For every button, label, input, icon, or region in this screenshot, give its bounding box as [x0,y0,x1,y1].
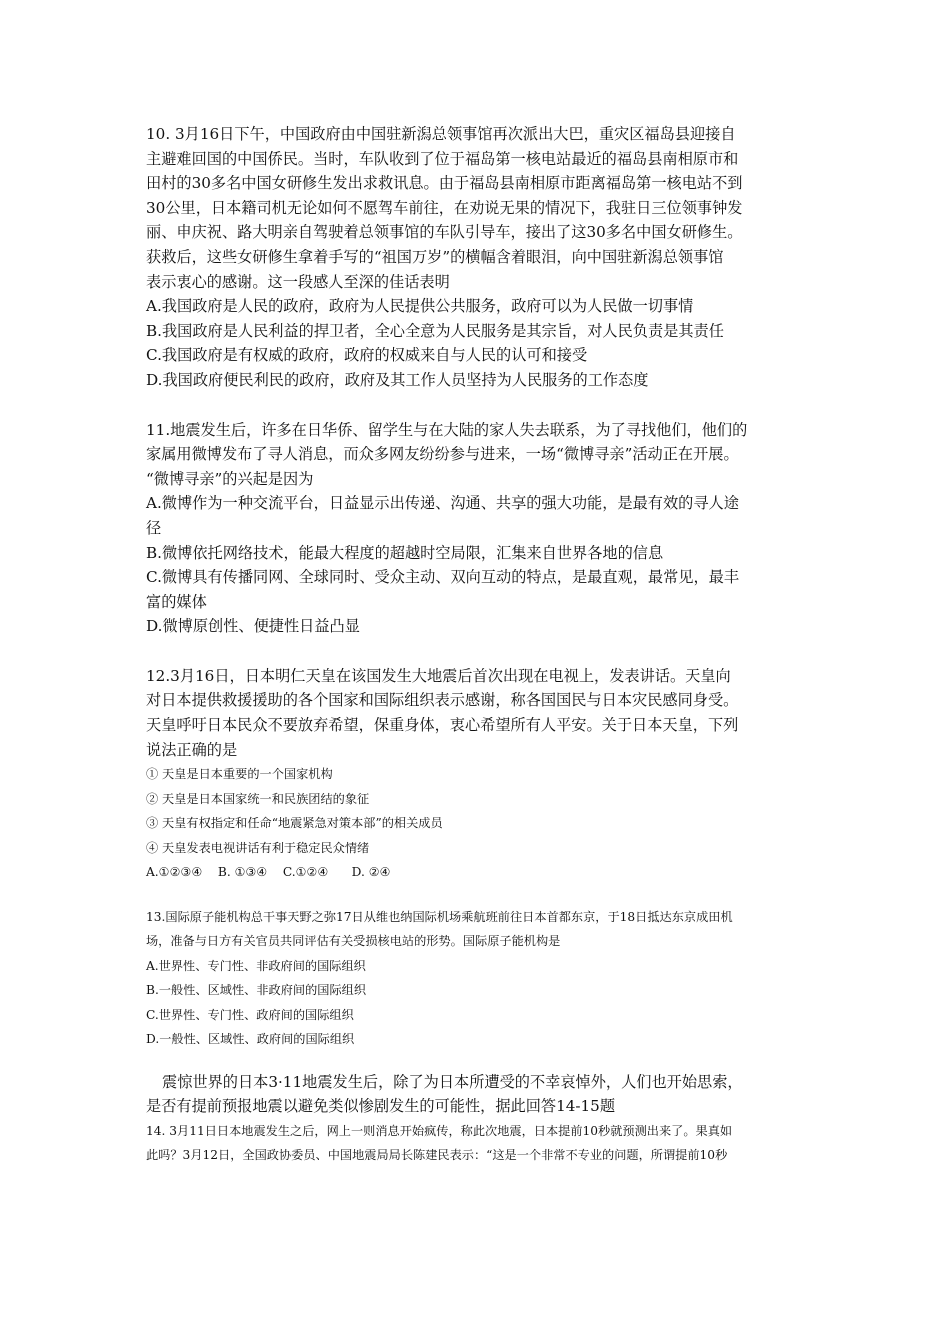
question-10-stem-line: 10. 3月16日下午，中国政府由中国驻新潟总领事馆再次派出大巴，重灾区福岛县迎接自 [146,125,736,143]
question-12-statement-2: ② 天皇是日本国家统一和民族团结的象征 [146,791,370,806]
question-10-stem-line: 获救后，这些女研修生拿着手写的“祖国万岁”的横幅含着眼泪，向中国驻新潟总领事馆 [146,247,724,266]
exam-page [146,122,806,1168]
spacer [146,393,806,418]
question-10-stem-line: 丽、申庆祝、路大明亲自驾驶着总领事馆的车队引导车，接出了这30多名中国女研修生。 [146,223,743,242]
spacer [146,885,806,905]
question-10 [146,122,806,393]
spacer [146,1052,806,1070]
question-12-statement-4: ④ 天皇发表电视讲话有利于稳定民众情绪 [146,840,370,855]
question-11-option-a: A.微博作为一种交流平台，日益显示出传递、沟通、共享的强大功能，是最有效的寻人途 [146,494,739,513]
question-11-option-a-cont: 径 [146,518,162,537]
question-10-stem-line: 表示衷心的感谢。这一段感人至深的佳话表明 [146,272,450,291]
question-14 [146,1119,806,1168]
question-14-stem-line: 14. 3月11日日本地震发生之后，网上一则消息开始疯传，称此次地震，日本提前10秒就预测出来了。果真如 [146,1123,733,1138]
question-13 [146,905,806,1052]
question-11-option-b: B.微博依托网络技术，能最大程度的超越时空局限，汇集来自世界各地的信息 [146,543,664,562]
question-11-stem-line: 11.地震发生后，许多在日华侨、留学生与在大陆的家人失去联系，为了寻找他们，他们的 [146,420,748,439]
question-12-stem-line: 12.3月16日，日本明仁天皇在该国发生大地震后首次出现在电视上，发表讲话。天皇向 [146,666,731,685]
question-10-stem-line: 田村的30多名中国女研修生发出求救讯息。由于福岛县南相原市距离福岛第一核电站不到 [146,174,743,193]
intro-line: 是否有提前预报地震以避免类似惨剧发生的可能性，据此回答14-15题 [146,1097,616,1116]
question-13-stem-line: 场，准备与日方有关官员共同评估有关受损核电站的形势。国际原子能机构是 [146,934,561,949]
question-13-stem-line: 13.国际原子能机构总干事天野之弥17日从维也纳国际机场乘航班前往日本首都东京，于18日抵达东京成田机 [146,909,733,924]
question-11 [146,418,806,639]
question-11-option-c: C.微博具有传播同网、全球同时、受众主动、双向互动的特点，是最直观，最常见，最丰 [146,568,740,587]
question-12-stem-line: 说法正确的是 [146,740,238,759]
question-10-option-c: C.我国政府是有权威的政府，政府的权威来自与人民的认可和接受 [146,346,588,365]
question-10-option-d: D.我国政府便民利民的政府，政府及其工作人员坚持为人民服务的工作态度 [146,370,649,389]
question-12-stem-line: 天皇呼吁日本民众不要放弃希望，保重身体，衷心希望所有人平安。关于日本天皇，下列 [146,716,739,735]
question-12 [146,664,806,885]
question-14-stem-line: 此吗？3月12日，全国政协委员、中国地震局局长陈建民表示：“这是一个非常不专业的问题，所谓提前10秒 [146,1148,728,1163]
question-12-stem-line: 对日本提供救援援助的各个国家和国际组织表示感谢，称各国国民与日本灾民感同身受。 [146,691,739,710]
question-10-option-a: A.我国政府是人民的政府，政府为人民提供公共服务，政府可以为人民做一切事情 [146,297,694,316]
question-12-statement-3: ③ 天皇有权指定和任命“地震紧急对策本部”的相关成员 [146,816,443,831]
question-13-option-d: D.一般性、区域性、政府间的国际组织 [146,1032,355,1047]
question-13-option-c: C.世界性、专门性、政府间的国际组织 [146,1007,354,1022]
question-10-option-b: B.我国政府是人民利益的捍卫者，全心全意为人民服务是其宗旨，对人民负责是其责任 [146,321,724,340]
question-12-choices: A.①②③④ B. ①③④ C.①②④ D. ②④ [146,865,391,880]
question-11-option-d: D.微博原创性、便捷性日益凸显 [146,617,360,636]
section-intro-14-15 [146,1070,806,1119]
question-10-stem-line: 30公里，日本籍司机无论如何不愿驾车前往，在劝说无果的情况下，我驻日三位领事钟发 [146,198,743,217]
spacer [146,639,806,664]
question-11-stem-line: “微博寻亲”的兴起是因为 [146,469,314,488]
question-12-statement-1: ① 天皇是日本重要的一个国家机构 [146,767,333,782]
question-11-stem-line: 家属用微博发布了寻人消息，而众多网友纷纷参与进来，一场“微博寻亲”活动正在开展。 [146,445,739,464]
question-11-option-c-cont: 富的媒体 [146,592,207,611]
intro-line: 震惊世界的日本3·11地震发生后，除了为日本所遭受的不幸哀悼外，人们也开始思索， [162,1072,743,1091]
question-13-option-a: A.世界性、专门性、非政府间的国际组织 [146,958,366,973]
question-13-option-b: B.一般性、区域性、非政府间的国际组织 [146,983,367,998]
question-10-stem-line: 主避难回国的中国侨民。当时，车队收到了位于福岛第一核电站最近的福岛县南相原市和 [146,149,739,168]
